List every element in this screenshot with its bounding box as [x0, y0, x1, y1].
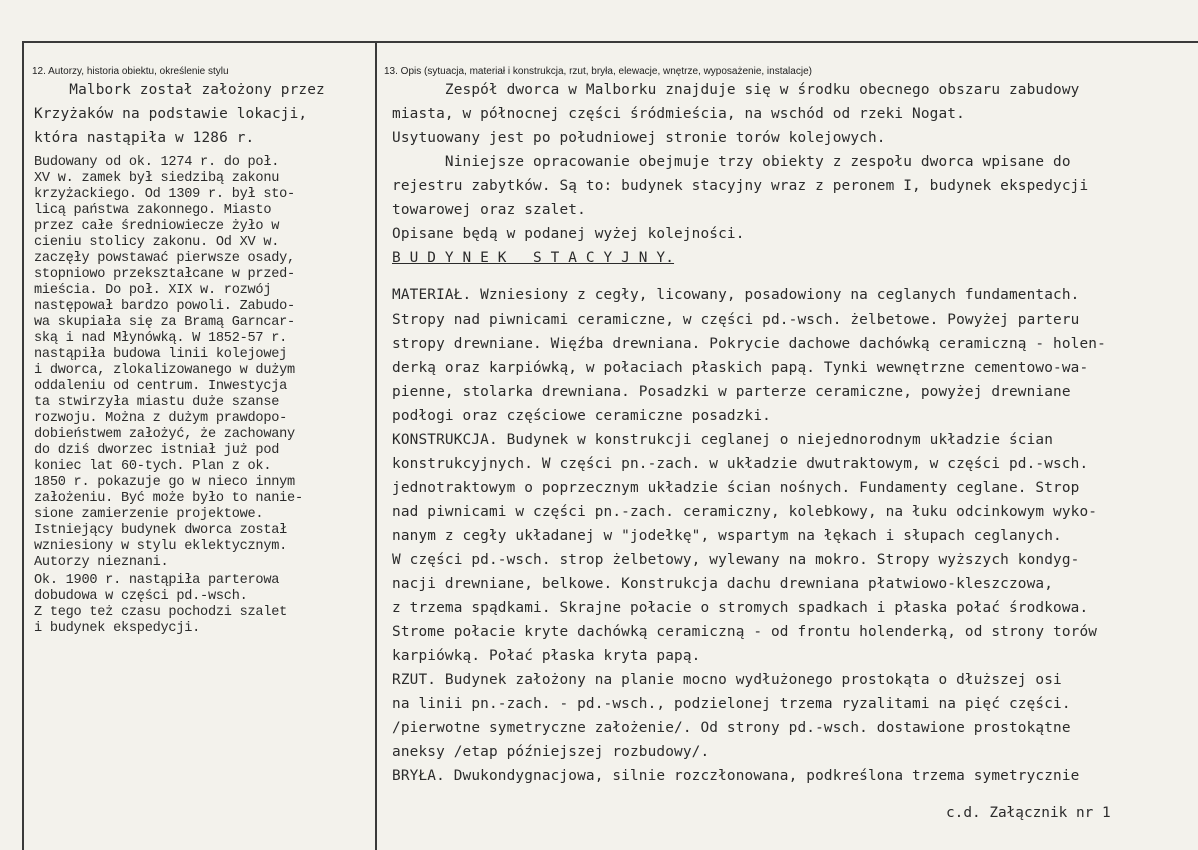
left-line: Ok. 1900 r. nastąpiła parterowa — [34, 573, 280, 588]
left-line: Budowany od ok. 1274 r. do poł. — [34, 155, 280, 170]
left-line: mieścia. Do poł. XIX w. rozwój — [34, 283, 272, 298]
left-line: która nastąpiła w 1286 r. — [34, 130, 255, 146]
left-line: Autorzy nieznani. — [34, 555, 169, 570]
left-line: Istniejący budynek dworca został — [34, 523, 288, 538]
right-line: Usytuowany jest po południowej stronie torów kolejowych. — [392, 130, 886, 146]
right-line: Opisane będą w podanej wyżej kolejności. — [392, 226, 745, 242]
left-line: ta stwirzyła miastu duże szanse — [34, 395, 280, 410]
frame-top-rule — [22, 41, 1198, 43]
right-line: nanym z cegły układanej w "jodełkę", wspartym na łękach i słupach ceglanych. — [392, 528, 1062, 544]
right-line: z trzema spądkami. Skrajne połacie o stromych spadkach i płaska połać środkowa. — [392, 600, 1089, 616]
left-line: przez całe średniowiecze żyło w — [34, 219, 280, 234]
left-line: i dworca, zlokalizowanego w dużym — [34, 363, 295, 378]
right-line: miasta, w północnej części śródmieścia, na wschód od rzeki Nogat. — [392, 106, 965, 122]
left-line: Malbork został założony przez — [34, 82, 325, 98]
section-12-header: 12. Autorzy, historia obiektu, określenie stylu — [32, 66, 229, 77]
left-line: do dziś dworzec istniał już pod — [34, 443, 280, 458]
right-line: aneksy /etap późniejszej rozbudowy/. — [392, 744, 710, 760]
right-line: jednotraktowym o poprzecznym układzie ścian nośnych. Fundamenty ceglane. Strop — [392, 480, 1080, 496]
frame-left-rule — [22, 41, 24, 850]
left-line: nastąpiła budowa linii kolejowej — [34, 347, 288, 362]
right-line: karpiówką. Połać płaska kryta papą. — [392, 648, 701, 664]
left-line: założeniu. Być może było to nanie- — [34, 491, 303, 506]
section-heading-budynek-stacyjny: B U D Y N E K S T A C Y J N Y. — [392, 250, 675, 266]
right-line: RZUT. Budynek założony na planie mocno wydłużonego prostokąta o dłuższej osi — [392, 672, 1062, 688]
right-line: konstrukcyjnych. W części pn.-zach. w układzie dwutraktowym, w części pd.-wsch. — [392, 456, 1089, 472]
right-line: Zespół dworca w Malborku znajduje się w środku obecnego obszaru zabudowy — [392, 82, 1080, 98]
column-divider — [375, 41, 377, 850]
left-line: sione zamierzenie projektowe. — [34, 507, 264, 522]
left-line: wzniesiony w stylu eklektycznym. — [34, 539, 288, 554]
left-line: Krzyżaków na podstawie lokacji, — [34, 106, 308, 122]
left-line: 1850 r. pokazuje go w nieco innym — [34, 475, 295, 490]
right-line: derką oraz karpiówką, w połaciach płaskich papą. Tynki wewnętrzne cementowo-wa- — [392, 360, 1089, 376]
left-line: następował bardzo powoli. Zabudo- — [34, 299, 295, 314]
right-line: W części pd.-wsch. strop żelbetowy, wylewany na mokro. Stropy wyższych kondyg- — [392, 552, 1080, 568]
right-line: nad piwnicami w części pn.-zach. ceramiczny, kolebkowy, na łuku odcinkowym wyko- — [392, 504, 1098, 520]
left-line: stopniowo przekształcane w przed- — [34, 267, 295, 282]
right-line: BRYŁA. Dwukondygnacjowa, silnie rozczłonowana, podkreślona trzema symetrycznie — [392, 768, 1080, 784]
right-line: /pierwotne symetryczne założenie/. Od strony pd.-wsch. dostawione prostokątne — [392, 720, 1071, 736]
left-line: zaczęły powstawać pierwsze osady, — [34, 251, 295, 266]
left-line: dobieństwem założyć, że zachowany — [34, 427, 295, 442]
right-line: stropy drewniane. Więźba drewniana. Pokrycie dachowe dachówką ceramiczną - holen- — [392, 336, 1106, 352]
right-line: Stropy nad piwnicami ceramiczne, w części pd.-wsch. żelbetowe. Powyżej parteru — [392, 312, 1080, 328]
right-line: KONSTRUKCJA. Budynek w konstrukcji ceglanej o niejednorodnym układzie ścian — [392, 432, 1054, 448]
left-line: cieniu stolicy zakonu. Od XV w. — [34, 235, 280, 250]
right-line: towarowej oraz szalet. — [392, 202, 586, 218]
left-line: wa skupiała się za Bramą Garncar- — [34, 315, 295, 330]
right-line: pienne, stolarka drewniana. Posadzki w parterze ceramiczne, powyżej drewniane — [392, 384, 1071, 400]
left-line: koniec lat 60-tych. Plan z ok. — [34, 459, 272, 474]
right-line: podłogi oraz częściowe ceramiczne posadzki. — [392, 408, 771, 424]
right-line: MATERIAŁ. Wzniesiony z cegły, licowany, posadowiony na ceglanych fundamentach. — [392, 287, 1080, 303]
left-line: Z tego też czasu pochodzi szalet — [34, 605, 288, 620]
right-line: Strome połacie kryte dachówką ceramiczną - od frontu holenderką, od strony torów — [392, 624, 1098, 640]
left-line: ską i nad Młynówką. W 1852-57 r. — [34, 331, 288, 346]
right-line: rejestru zabytków. Są to: budynek stacyjny wraz z peronem I, budynek ekspedycji — [392, 178, 1089, 194]
right-line: Niniejsze opracowanie obejmuje trzy obiekty z zespołu dworca wpisane do — [392, 154, 1071, 170]
right-line: nacji drewniane, belkowe. Konstrukcja dachu drewniana płatwiowo-kleszczowa, — [392, 576, 1054, 592]
left-line: XV w. zamek był siedzibą zakonu — [34, 171, 280, 186]
left-line: dobudowa w części pd.-wsch. — [34, 589, 248, 604]
left-line: krzyżackiego. Od 1309 r. był sto- — [34, 187, 295, 202]
continuation-note: c.d. Załącznik nr 1 — [946, 805, 1111, 821]
left-line: oddaleniu od centrum. Inwestycja — [34, 379, 288, 394]
left-line: rozwoju. Można z dużym prawdopo- — [34, 411, 288, 426]
left-line: i budynek ekspedycji. — [34, 621, 201, 636]
section-13-header: 13. Opis (sytuacja, materiał i konstrukcja, rzut, bryła, elewacje, wnętrze, wyposażenie, instalacje) — [384, 66, 812, 77]
left-line: licą państwa zakonnego. Miasto — [34, 203, 272, 218]
right-line: na linii pn.-zach. - pd.-wsch., podzielonej trzema ryzalitami na pięć części. — [392, 696, 1071, 712]
